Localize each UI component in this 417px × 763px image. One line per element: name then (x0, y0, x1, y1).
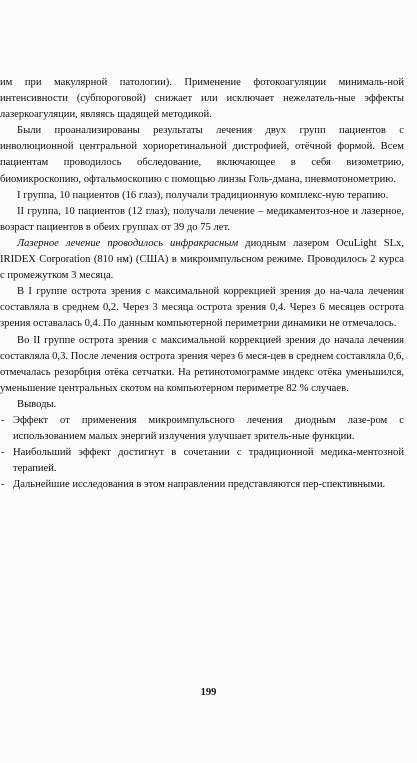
italic-phrase: Лазерное лечение проводилось инфракрасным (17, 237, 239, 249)
paragraph-continuation: им при макулярной патологии). Применение фотокоагуляции минималь-ной интенсивности (субпороговой) снижает или исключает нежелатель-ные эффекты лазеркоагуляции, являясь щадящей методикой. (0, 77, 404, 121)
conclusion-text: Эффект от применения микроимпульсного лечения диодным лазе-ром с использованием малых энергий излучения улучшает зритель-ные функции. (13, 414, 404, 443)
conclusion-text: Дальнейшие исследования в этом направлении представляются пер-спективными. (13, 479, 386, 491)
body-text (0, 75, 404, 493)
conclusions-heading: Выводы. (17, 398, 57, 410)
paragraph-results-group-2: Во II группе острота зрения с максимальной коррекцией зрения до начала лечения составляла 0,3. После лечения острота зрения через 6 меся-цев в среднем составляла 0,6, отмечалась резорбция отёка сетчатки. На ретинотомограмме индекс отёка уменьшился, уменьшение центральных скотом на компьютерном периметре 82 % случаев. (0, 334, 404, 394)
conclusion-item (0, 445, 404, 477)
paragraph-group-2: II группа, 10 пациентов (12 глаз), получали лечение – медикаментоз-ное и лазерное, возраст пациентов в обеих группах от 39 до 75 лет. (0, 205, 404, 233)
list-dash: - (1, 414, 5, 426)
conclusion-item (0, 477, 404, 493)
paragraph-results-group-1: В I группе острота зрения с максимальной коррекцией зрения до на-чала лечения составляла в среднем 0,2. Через 3 месяца острота зрения 0,4. Через 6 месяцев острота зрения оставалась 0,4. По данным компьютерной периметрии динамики не отмечалось. (0, 286, 404, 330)
paragraph-group-1: I группа, 10 пациентов (16 глаз), получали традиционную комплекс-ную терапию. (17, 189, 389, 201)
list-dash: - (1, 447, 5, 459)
paragraph-patients: Были проанализированы результаты лечения двух групп пациентов с инволюционной центральной хориоретинальной дистрофией, отёчной формой. Всем пациентам проводилось обследование, включающее в себя визометрию, биомикроскопию, офтальмоскопию с помощью линзы Голь-дмана, пневмотонометрию. (0, 125, 404, 185)
paragraph-laser-treatment (0, 236, 404, 284)
list-dash: - (1, 479, 5, 491)
page-number: 199 (200, 687, 217, 698)
conclusion-item (0, 413, 404, 445)
laser-details: диодным лазером OcuLight SLx, IRIDEX Corporation (810 нм) (США) в микроимпульсном режиме. Проводилось 2 курса с промежутком 3 месяца. (0, 237, 404, 282)
conclusion-text: Наибольший эффект достигнут в сочетании с традиционной медика-ментозной терапией. (13, 447, 404, 475)
